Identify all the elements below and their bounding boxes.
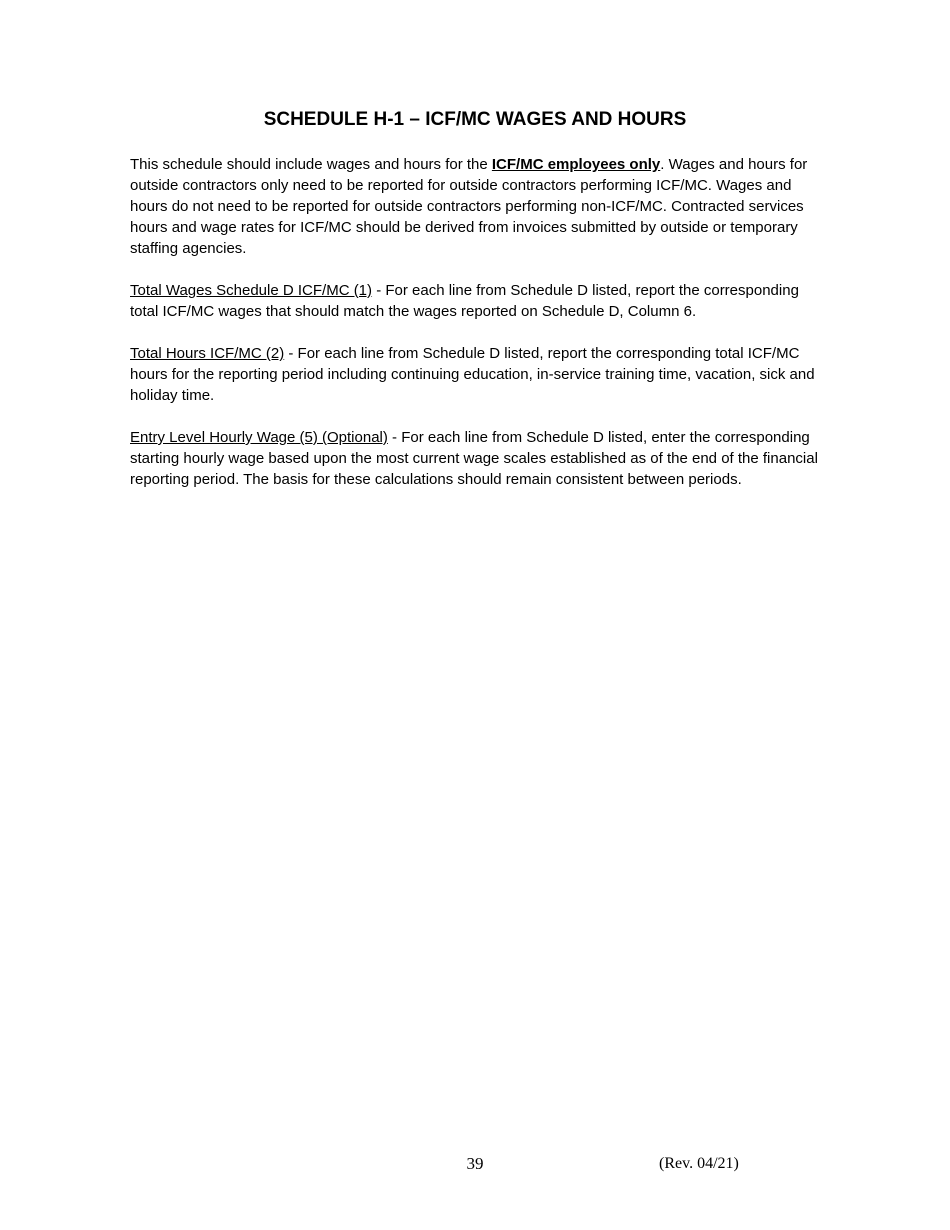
- section-text: - For each line from Schedule D listed, report the corresponding total ICF/MC wages that should match the wages reported on Schedule D, Column 6.: [130, 282, 799, 320]
- intro-paragraph: [130, 154, 825, 259]
- section-term: Total Hours ICF/MC (2): [130, 345, 285, 362]
- section-term: Total Wages Schedule D ICF/MC (1): [130, 282, 373, 299]
- section-total-wages: [130, 280, 825, 322]
- section-total-hours: [130, 343, 825, 406]
- page-number: 39: [466, 1154, 484, 1173]
- section-entry-level-wage: [130, 427, 825, 490]
- section-term: Entry Level Hourly Wage (5) (Optional): [130, 429, 388, 446]
- revision-label: (Rev. 04/21): [659, 1155, 739, 1172]
- section-text: - For each line from Schedule D listed, enter the corresponding starting hourly wage based upon the most current wage scales established as of the end of the financial reporting period. The basis for these calculations should remain consistent between periods.: [130, 429, 818, 488]
- page-title: SCHEDULE H-1 – ICF/MC WAGES AND HOURS: [263, 109, 687, 130]
- section-text: - For each line from Schedule D listed, report the corresponding total ICF/MC hours for the reporting period including continuing education, in-service training time, vacation, sick and holiday time.: [130, 345, 815, 404]
- intro-text-after: . Wages and hours for outside contractors only need to be reported for outside contractors performing ICF/MC. Wages and hours do not need to be reported for outside contractors performing non-ICF/MC. Contracted services hours and wage rates for ICF/MC should be derived from invoices submitted by outside or temporary staffing agencies.: [130, 156, 808, 257]
- intro-emphasis: ICF/MC employees only: [491, 156, 661, 173]
- document-body: [130, 154, 825, 511]
- intro-text-before: This schedule should include wages and hours for the: [130, 156, 492, 173]
